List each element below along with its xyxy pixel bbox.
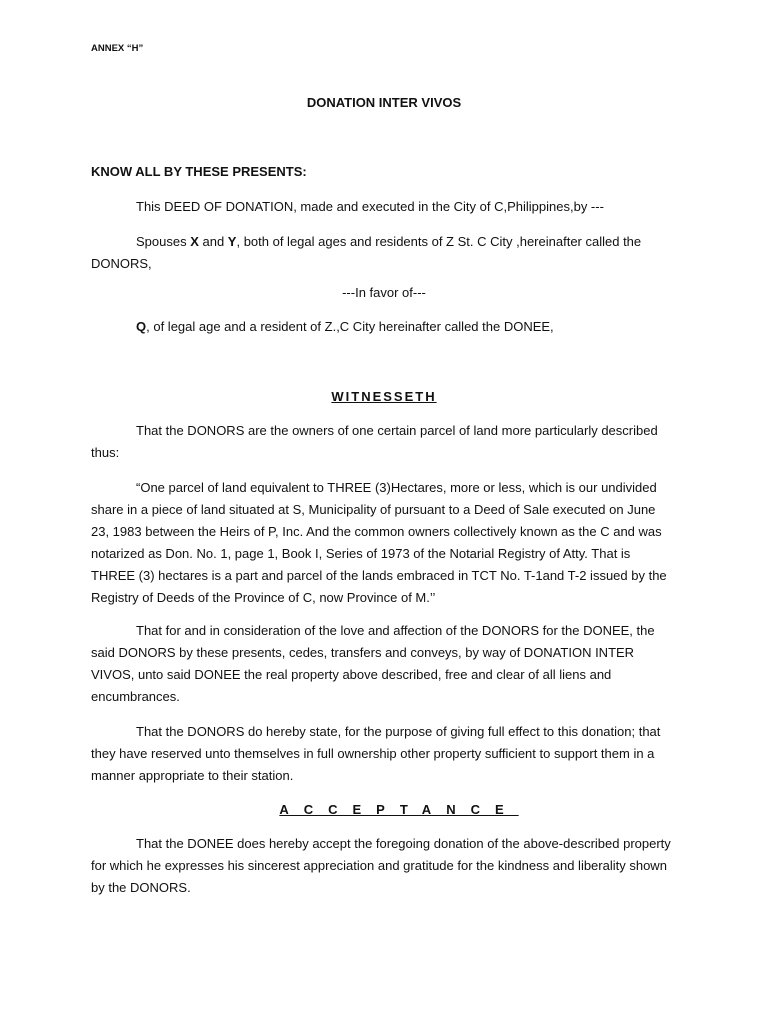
spouses-rest: , both of legal ages and residents of Z St. C City ,hereinafter called the DONORS, xyxy=(91,234,642,271)
acceptance-heading: ACCEPTANCE xyxy=(279,802,519,817)
intro-paragraph: This DEED OF DONATION, made and executed in the City of C,Philippines,by --- xyxy=(136,199,604,214)
consideration-paragraph: That for and in consideration of the love and affection of the DONORS for the DONEE, the said DONORS by these presents, cedes, transfers and conveys, by way of DONATION INTER VIVOS, unto said DONEE the real property above described, free and clear of all liens and encumbrances. xyxy=(91,623,655,704)
in-favor-line: ---In favor of--- xyxy=(342,285,426,300)
know-all-heading: KNOW ALL BY THESE PRESENTS: xyxy=(91,164,307,179)
spouses-label: Spouses xyxy=(136,234,191,249)
donee-rest: , of legal age and a resident of Z.,C City hereinafter called the DONEE, xyxy=(146,319,554,334)
document-title: DONATION INTER VIVOS xyxy=(306,95,462,110)
annex-label: ANNEX “H” xyxy=(91,43,144,54)
donor-x: X xyxy=(190,234,199,249)
spouses-paragraph xyxy=(91,231,671,275)
and-word: and xyxy=(198,234,228,249)
reserve-paragraph: That the DONORS do hereby state, for the purpose of giving full effect to this donation; that they have reserved unto themselves in full ownership other property sufficient to support them in a manner appropriate to their station. xyxy=(91,724,661,783)
witnesseth-heading: WITNESSETH xyxy=(331,389,437,404)
acceptance-paragraph: That the DONEE does hereby accept the foregoing donation of the above-described property for which he expresses his sincerest appreciation and gratitude for the kindness and liberality shown by the DONORS. xyxy=(91,836,671,895)
donee-q: Q xyxy=(136,319,147,334)
donor-y: Y xyxy=(227,234,237,249)
owners-paragraph: That the DONORS are the owners of one certain parcel of land more particularly described thus: xyxy=(91,423,658,460)
parcel-description-paragraph: “One parcel of land equivalent to THREE (3)Hectares, more or less, which is our undivided share in a piece of land situated at S, Municipality of pursuant to a Deed of Sale executed on June 23, 1983 between the Heirs of P, Inc. And the common owners collectively known as the C and was notarized as Don. No. 1, page 1, Book I, Series of 1973 of the Notarial Registry of Atty. That is THREE (3) hectares is a part and parcel of the lands embraced in TCT No. T-1and T-2 issued by the Registry of Deeds of the Province of C, now Province of M.’’ xyxy=(91,480,667,605)
donee-paragraph xyxy=(91,316,671,338)
